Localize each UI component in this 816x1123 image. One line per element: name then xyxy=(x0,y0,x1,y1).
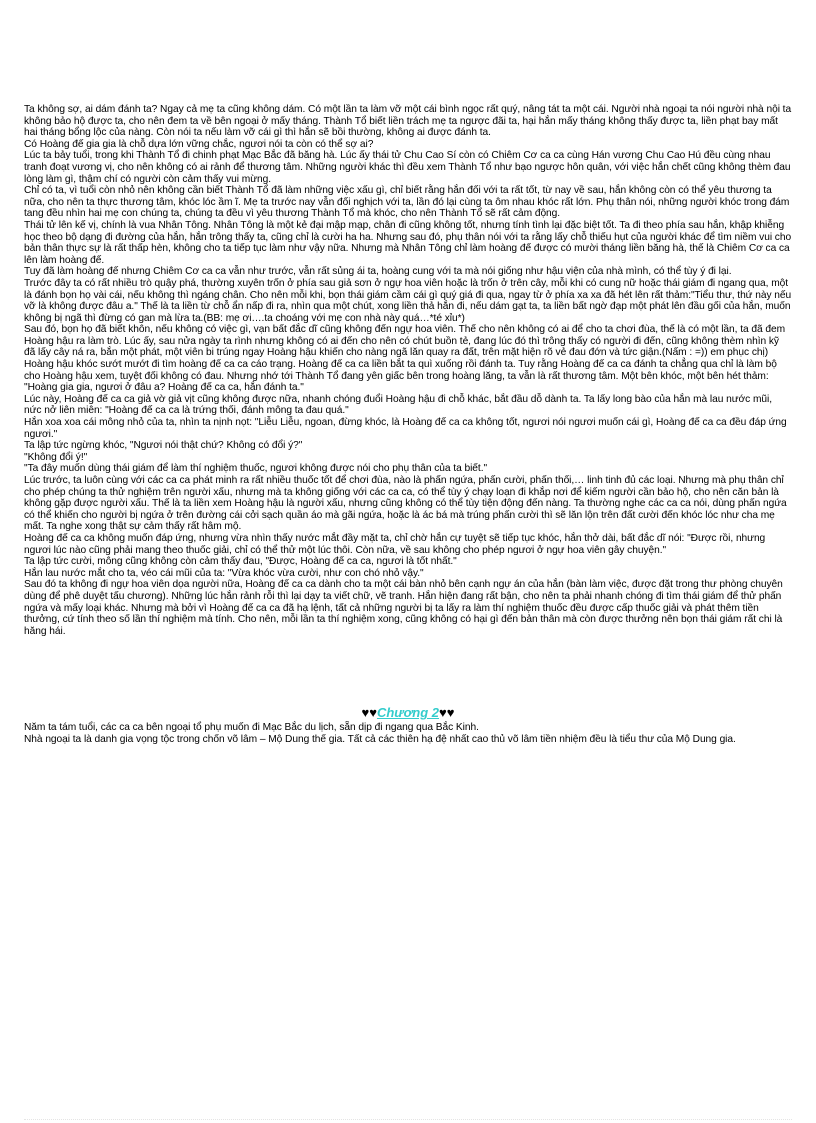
paragraph: Thái tử lên kế vị, chính là vua Nhân Tông. Nhân Tông là một kẻ đại mập mạp, chân đi cũng không tốt, nhưng tính tình lại đặc biệt tốt. Ta đi theo phía sau hắn, khập khiễng học theo bộ dạng đi đường của hắn, hắn trông thấy ta, cũng chỉ là cười ha ha. Nhưng sau đó, phụ thân nói với ta rằng lấy chỗ thiếu hụt của người khác để tìm niềm vui cho bản thân thực sự là rất thấp hèn, không cho ta tiếp tục làm như vậy nữa. Nhưng mà Nhân Tông chỉ làm hoàng đế được có mười tháng liền băng hà, thế là Chiêm Cơ ca ca lên làm hoàng đế. xyxy=(24,219,792,266)
paragraph: Lúc trước, ta luôn cùng với các ca ca phát minh ra rất nhiều thuốc tốt để chơi đùa, nào là phấn ngứa, phấn cười, phấn thối,… linh tinh đủ các loại. Nhưng mà phụ thân chỉ cho phép chúng ta thử nghiệm trên người xấu, nhưng mà ta không giống với các ca ca, có thể tùy ý chạy loạn đi khắp nơi để kiếm người cần bảo hộ, cho nên căn bản là không gặp được người xấu. Thế là ta liền xem Hoàng hậu là người xấu, nhưng cũng không có thể tùy tiện động đến nàng. Ta thường nghe các ca ca nói, dùng phấn ngứa có thể khiến cho người bị ngứa ở trên đường cái cởi sạch quần áo mà gãi ngứa, hoặc là ác bá mà trúng phấn cười thì sẽ lăn lộn trên đất cười đến khóc lóc như cha mẹ mất. Ta nghe xong thật sự cảm thấy rất hâm mộ. xyxy=(24,475,787,533)
chapter-1-body xyxy=(24,104,792,637)
paragraph: Ta lập tức cười, mông cũng không còn cảm thấy đau, "Được, Hoàng đế ca ca, ngươi là tốt nhất." xyxy=(24,556,457,568)
paragraph: Có Hoàng đế gia gia là chỗ dựa lớn vững chắc, ngươi nói ta còn có thể sợ ai? xyxy=(24,138,374,150)
paragraph: Hoàng hậu khóc sướt mướt đi tìm hoàng đế ca ca cáo trạng. Hoàng đế ca ca liền bắt ta quì xuống rồi đánh ta. Tuy rằng Hoàng đế ca ca đánh ta chẳng qua chỉ là làm bộ cho Hoàng hậu xem, tuyệt đối không có đau. Nhưng nhớ tới Thành Tổ đang yên giấc bên trong hoàng lăng, ta vẫn là rất thương tâm. Một bên khóc, một bên hét thảm: "Hoàng gia gia, ngươi ở đâu a? Hoàng đế ca ca, hắn đánh ta." xyxy=(24,359,777,394)
page-divider xyxy=(24,1119,792,1120)
paragraph: Tuy đã làm hoàng đế nhưng Chiêm Cơ ca ca vẫn như trước, vẫn rất sủng ái ta, hoàng cung với ta mà nói giống như hậu viện của nhà mình, có thể tùy ý đi lại. xyxy=(24,266,732,278)
paragraph: Sau đó, bọn họ đã biết khôn, nếu không có việc gì, vạn bất đắc dĩ cũng không đến ngự hoa viên. Thế cho nên không có ai để cho ta chơi đùa, thế là có một lần, ta đã đem Hoàng hậu ra làm trò. Lúc ấy, sau nửa ngày ta rình nhưng không có ai đến cho nên có chút buồn tẻ, đang lúc đó thì trông thấy có người đi đến, cũng không thèm nhìn kỹ đã lấy cây ná ra, bắn một phát, một viên bi trúng ngay Hoàng hậu khiến cho nàng ngã lăn quay ra đất, trên mặt hiện rõ vẻ đau đớn và tức giận.(Nấm : =)) em phục chị) xyxy=(24,324,786,359)
paragraph: Chỉ có ta, vì tuổi còn nhỏ nên không cần biết Thành Tổ đã làm những việc xấu gì, chỉ biết rằng hắn đối với ta rất tốt, từ nay về sau, hắn không còn có thể yêu thương ta nữa, cho nên ta thực thương tâm, khóc lóc ầm ĩ. Mẹ ta trước nay vẫn đối nghịch với ta, lần đó lại cùng ta ôm nhau khóc rất lớn. Phụ thân nói, những người khóc trong đám tang đều nhìn hai mẹ con chúng ta, chúng ta đều vì yêu thương Thành Tổ mà khóc, cho nên Thành Tổ sẽ rất cảm động. xyxy=(24,185,790,220)
paragraph: "Ta đây muốn dùng thái giám để làm thí nghiệm thuốc, ngươi không được nói cho phụ thân của ta biết." xyxy=(24,463,488,475)
paragraph: Hắn xoa xoa cái mông nhỏ của ta, nhìn ta nịnh nọt: "Liễu Liễu, ngoan, đừng khóc, là Hoàng đế ca ca không tốt, ngươi nói ngươi muốn cái gì, Hoàng đế ca ca đều đáp ứng ngươi." xyxy=(24,417,787,440)
paragraph: Hoàng đế ca ca không muốn đáp ứng, nhưng vừa nhìn thấy nước mắt đầy mặt ta, chỉ chờ hắn cự tuyệt sẽ tiếp tục khóc, hắn thở dài, bất đắc dĩ nói: "Được rồi, nhưng ngươi lúc nào cũng phải mang theo thuốc giải, chỉ có thể thử một lúc thôi. Còn nữa, về sau không cho phép ngươi ở ngự hoa viên gây chuyện." xyxy=(24,532,766,556)
chapter-2-link[interactable]: Chương 2 xyxy=(376,705,440,721)
paragraph: Lúc ta bảy tuổi, trong khi Thành Tổ đi chinh phạt Mạc Bắc đã băng hà. Lúc ấy thái tử Chu Cao Sí còn có Chiêm Cơ ca ca cùng Hán vương Chu Cao Hú đều cùng nhau tranh đoạt vương vị, cho nên không có ai rảnh để thương tâm. Những người khác thì đều xem Thành Tổ như bạo ngược hôn quân, với việc hắn chết cũng không thèm đau lòng làm gì, thậm chí có người còn cảm thấy vui mừng. xyxy=(24,150,791,185)
chapter-heading xyxy=(24,705,792,721)
paragraph: Ta lập tức ngừng khóc, "Ngươi nói thật chứ? Không có đổi ý?" xyxy=(24,440,303,452)
paragraph: Hắn lau nước mắt cho ta, véo cái mũi của ta: "Vừa khóc vừa cười, như con chó nhỏ vậy." xyxy=(24,567,424,579)
paragraph: Ta không sợ, ai dám đánh ta? Ngay cả mẹ ta cũng không dám. Có một lần ta làm vỡ một cái bình ngọc rất quý, nâng tát ta một cái. Người nhà ngoại ta nói người nhà nội ta không bảo hộ được ta, cho nên đem ta về bên ngoại ở mấy tháng. Thành Tổ biết liền trách mẹ ta ngược đãi ta, hại hắn mấy tháng không thấy được ta, liền phạt bay mất hai tháng bổng lộc của nàng. Còn nói ta nếu làm vỡ cái gì thì hắn sẽ bồi thường, không ai được đánh ta. xyxy=(24,104,792,139)
chapter-2-body xyxy=(24,722,792,745)
paragraph: Lúc này, Hoàng đế ca ca giả vờ giả vịt cũng không được nữa, nhanh chóng đuổi Hoàng hậu đi chỗ khác, bắt đầu dỗ dành ta. Ta lấy long bào của hắn mà lau nước mũi, nức nở liên miên: "Hoàng đế ca ca là trứng thối, đánh mông ta đau quá." xyxy=(24,393,773,417)
paragraph: Nhà ngoại ta là danh gia vọng tộc trong chốn võ lâm – Mộ Dung thế gia. Tất cả các thiên hạ đệ nhất cao thủ võ lâm tiền nhiệm đều là tiểu thư của Mộ Dung gia. xyxy=(24,733,736,745)
heart-icon: ♥♥ xyxy=(439,705,455,721)
document-page xyxy=(24,104,792,746)
paragraph: Trước đây ta có rất nhiều trò quậy phá, thường xuyên trốn ở phía sau giả sơn ở ngự hoa viên hoặc là trốn ở trên cây, mỗi khi có cung nữ hoặc thái giám đi ngang qua, một là đánh bọn họ vài cái, nếu không thì ngáng chân. Cho nên mỗi khi, bọn thái giám cầm cái gì quý giá đi qua, ngay từ ở phía xa xa đã hét lên rất thảm:"Tiểu thư, thứ này nếu vỡ là không được đâu a." Thế là ta liền từ chỗ ẩn nấp đi ra, nhìn qua một chút, xong liền thả hắn đi, nếu dám gạt ta, ta liền bất ngờ đạp một phát lên đầu gối của hắn, muốn không bị ngã thì đừng có gan mà lừa ta.(BB: mẹ ơi….ta choáng với mẹ con nhà này quá…*té xỉu*) xyxy=(24,277,792,324)
paragraph: Sau đó ta không đi ngự hoa viên dọa người nữa, Hoàng đế ca ca dành cho ta một cái bàn nhỏ bên cạnh ngự án của hắn (bàn làm việc, được đặt trong thư phòng chuyên dùng để phê duyệt tấu chương). Những lúc hắn rảnh rỗi thì lại dạy ta viết chữ, vẽ tranh. Hắn hiện đang rất bận, cho nên ta phải nhanh chóng đi tìm thái giám để thử phấn ngứa và mấy loại khác. Nhưng mà bởi vì Hoàng đế ca ca đã hạ lệnh, tất cả những người bị ta lấy ra làm thí nghiệm thuốc đều được cấp thuốc giải và phát thêm tiền thưởng, cứ tính theo số lần thí nghiệm mà tính. Cho nên, mỗi lần ta thí nghiệm xong, cũng không có hại gì đến bản thân mà còn được thưởng nên bọn thái giám rất chi là hăng hái. xyxy=(24,579,783,637)
paragraph: "Không đổi ý!" xyxy=(24,451,88,463)
paragraph: Năm ta tám tuổi, các ca ca bên ngoại tổ phụ muốn đi Mạc Bắc du lịch, sẵn dịp đi ngang qua Bắc Kinh. xyxy=(24,722,479,734)
heart-icon: ♥♥ xyxy=(361,705,377,721)
